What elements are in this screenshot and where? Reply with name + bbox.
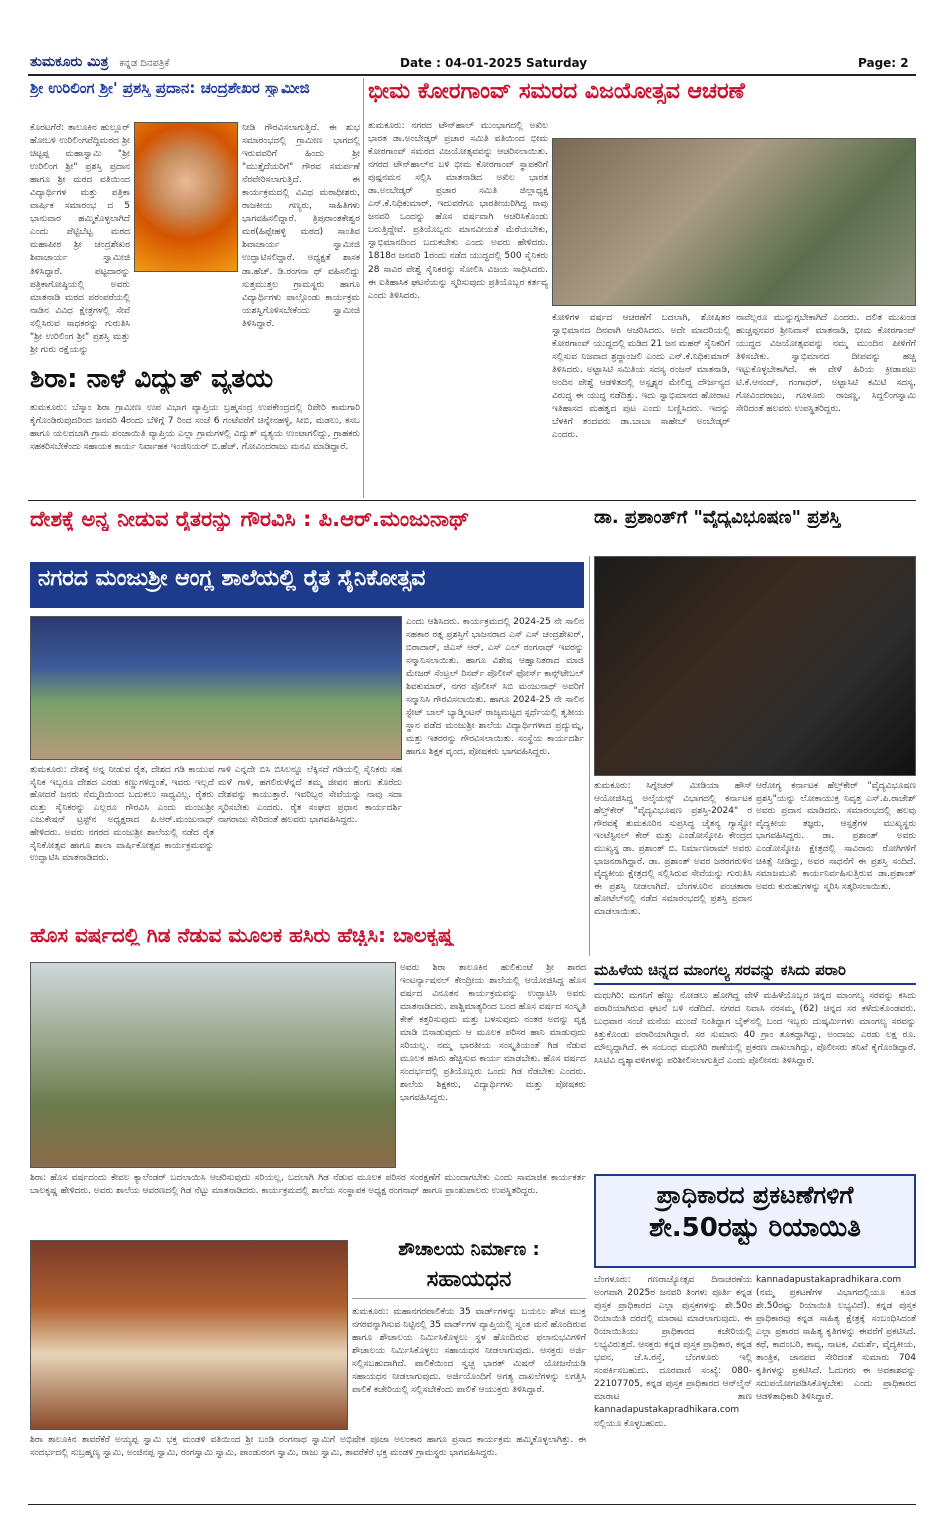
story4-banner: ನಗರದ ಮಂಜುಶ್ರೀ ಆಂಗ್ಲ ಶಾಲೆಯಲ್ಲಿ ರೈತ ಸೈನಿಕೋತ್ಸವ [30,562,584,608]
story2-headline: ಶಿರಾ: ನಾಳೆ ವಿದ್ಯುತ್ ವ್ಯತಯ [30,365,274,394]
story3-group-photo [552,138,916,306]
masthead-tagline: ಕನ್ನಡ ದಿನಪತ್ರಿಕೆ [119,58,170,69]
story9-body: ತುಮಕೂರು: ಮಹಾನಗರಪಾಲಿಕೆಯ 35 ವಾರ್ಡ್‌ಗಳನ್ನು ಬಯಲು ಶೌಚ ಮುಕ್ತ ನಗರವನ್ನಾಗಿಸುವ ನಿಟ್ಟಿನಲ್ಲಿ 35 ವಾರ್ಡ್‌ಗಳ ವ್ಯಾಪ್ತಿಯಲ್ಲಿ ಸ್ವಂತ ಮನೆ ಹೊಂದಿರುವ ಹಾಗೂ ಶೌಚಾಲಯ ನಿರ್ಮಿಸಿಕೊಳ್ಳಲು ಸ್ಥಳ ಹೊಂದಿರುವ ಫಲಾನುಭವಿಗಳಿಗೆ ಶೌಚಾಲಯ ನಿರ್ಮಿಸಿಕೊಳ್ಳಲು ಸಹಾಯಧನ ನೀಡಲಾಗುವುದು. ಆಸಕ್ತರು ಅರ್ಜಿ ಸಲ್ಲಿಸಬಹುದಾಗಿದೆ. ಪಾಲಿಕೆಯಿಂದ ಸ್ವಚ್ಛ ಭಾರತ್ ಮಿಷನ್ ಯೋಜನೆಯಡಿ ಸಹಾಯಧನ ನೀಡಲಾಗುವುದು. ಅರ್ಜಿಯೊಂದಿಗೆ ಅಗತ್ಯ ದಾಖಲೆಗಳನ್ನು ಲಗತ್ತಿಸಿ ಪಾಲಿಕೆ ಕಚೇರಿಯಲ್ಲಿ ಸಲ್ಲಿಸಬೇಕೆಂದು ಪಾಲಿಕೆ ಆಯುಕ್ತರು ತಿಳಿಸಿದ್ದಾರೆ. [352,1307,586,1396]
story4-stage-photo [30,616,402,760]
story9-headline-2: ಸಹಾಯಧನ [352,1268,586,1299]
ad-line2: ಶೇ.50ರಷ್ಟು ರಿಯಾಯಿತಿ [649,1212,861,1243]
story8-caption: ಶಿರಾ ತಾಲೂಕಿನ ತಾವರೆಕೆರೆ ಅಯ್ಯಪ್ಪ ಸ್ವಾಮಿ ಭಕ್ತ ಮಂಡಳಿ ವತಿಯಿಂದ ಶ್ರೀ ಬಂಡಿ ರಂಗನಾಥ ಸ್ವಾಮಿಗೆ ಅಭಿಷೇಕ ಪೂಜಾ ಅಲಂಕಾರ ಹಾಗೂ ಪ್ರಸಾದ ಕಾರ್ಯಕ್ರಮ ಹಮ್ಮಿಕೊಳ್ಳಲಾಗಿತ್ತು. ಈ ಸಂದರ್ಭದಲ್ಲಿ ಸುಬ್ರಹ್ಮಣ್ಯ ಸ್ವಾಮಿ, ಅಂಜಿನಪ್ಪ ಸ್ವಾಮಿ, ರಂಗಸ್ವಾಮಿ ಸ್ವಾಮಿ, ಪಾಂಡುರಂಗ ಸ್ವಾಮಿ, ರಾಜು ಸ್ವಾಮಿ, ತಾವರೆಕೆರೆ ಭಕ್ತ ಮಂಡಳಿ ಗ್ರಾಮಸ್ಥರು ಭಾಗವಹಿಸಿದ್ದರು. [30,1435,586,1458]
story4-right-col: ಎಂದು ಆಶಿಸಿದರು. ಕಾರ್ಯಕ್ರಮದಲ್ಲಿ 2024-25 ನೇ ಸಾಲಿನ ಸಹಕಾರ ರತ್ನ ಪ್ರಶಸ್ತಿಗೆ ಭಾಜನರಾದ ಎಸ್ ಎಸ್ ಚಂದ್ರಶೇಖರ್, ಬಿರಾದಾರ್, ಜಿಎಸ್ ಆರ್, ಎಸ್ ಎಲ್ ರಂಗನಾಥ್ ಇವರನ್ನು ಸನ್ಮಾನಿಸಲಾಯಿತು. ಹಾಗೂ ವಿಶೇಷ ಆಹ್ವಾನಿತರಾದ ಮಾಜಿ ಮೇಜರ್ ಸೆಂಟ್ರಲ್ ರಿಸರ್ವ್ ಪೊಲೀಸ್ ಫೋರ್ಸ್ ಕಾನ್ಸ್‌ಟೇಬಲ್ ಶಿವಕುಮಾರ್, ನಗರ ಪೊಲೀಸ್ ಸಿಬಿ ಮಂಜುನಾಥ್ ಅವರಿಗೆ ಸನ್ಮಾನಿಸಿ ಗೌರವಿಸಲಾಯಿತು. ಹಾಗೂ 2024-25 ನೇ ಸಾಲಿನ ಸ್ಟೇಟ್ ಬಾಲ್ ಬ್ಯಾಡ್ಮಿಂಟನ್ ರಾಜ್ಯಮಟ್ಟದ ಸ್ಪರ್ಧೆಯಲ್ಲಿ ತೃತೀಯ ಸ್ಥಾನ ಪಡೆದ ಮಂಜುಶ್ರೀ ಶಾಲೆಯ ವಿದ್ಯಾರ್ಥಿಗಳಾದ ಪ್ರದ್ಯುಮ್ನ, ಮತ್ತು ಇತರರನ್ನು ಗೌರವಿಸಲಾಯಿತು. ಸಂಸ್ಥೆಯ ಕಾರ್ಯದರ್ಶಿ ಹಾಗೂ ಶಿಕ್ಷಕ ವೃಂದ, ಪೋಷಕರು ಭಾಗವಹಿಸಿದ್ದರು. [406,617,584,758]
ad-col2: kannadapustakapradhikara.com (ನಮ್ಮ ಪ್ರಕಟಣೆಗಳ ವಿಭಾಗದಲ್ಲಿಯೂ ಕೂಡ ಶೇ.50ರಷ್ಟು ರಿಯಾಯಿತಿ ಲಭ್ಯವಿದೆ). ಕನ್ನಡ ಪುಸ್ತಕ ಪ್ರಾಧಿಕಾರವು ಕನ್ನಡ ಸಾಹಿತ್ಯ ಕ್ಷೇತ್ರಕ್ಕೆ ಸಂಬಂಧಿಸಿದಂತೆ ಎಲ್ಲಾ ಪ್ರಕಾರದ ಸಾಹಿತ್ಯ ಕೃತಿಗಳನ್ನು ಈವರೆಗೆ ಪ್ರಕಟಿಸಿದೆ. ಕಥೆ, ಕಾದಂಬರಿ, ಕಾವ್ಯ, ನಾಟಕ, ವಿಮರ್ಶೆ, ವೈದ್ಯಕೀಯ, ತಾಂತ್ರಿಕ, ಜಾನಪದ ಸೇರಿದಂತೆ ಸುಮಾರು 704 ಕೃತಿಗಳನ್ನು ಪ್ರಕಟಿಸಿದೆ. ಓದುಗರು ಈ ಅವಕಾಶವನ್ನು ಸದುಪಯೋಗಪಡಿಸಿಕೊಳ್ಳಬೇಕು ಎಂದು ಪ್ರಾಧಿಕಾರದ ಆಡಳಿತಾಧಿಕಾರಿ ತಿಳಿಸಿದ್ದಾರೆ. [756,1275,916,1403]
story5-caption: ತುಮಕೂರು: ಸಿಗ್ನೇಚರ್ ಮೀಡಿಯಾ ಹೌಸ್ ಆಯೋಜಿಸಿದ್ದ ಅಲೈಯನ್ಸ್ ವಿಭಾಗದಲ್ಲಿ ಕರ್ನಾಟಕ ಹೆಲ್ತ್‌ಕೇರ್ "ವೈದ್ಯವಿಭೂಷಣ ಪ್ರಶಸ್ತಿ-2024" ರ ಗೌರವಕ್ಕೆ ತುಮಕೂರಿನ ಸುಪ್ರಸಿದ್ಧ ಚೈತನ್ಯ ಗ್ಯಾಸ್ಟ್ರೋ ಇಂಟೆಸ್ಟಿನಲ್ ಕೇರ್ ಮತ್ತು ಎಂಡೋಸ್ಕೋಪಿ ಕೇಂದ್ರದ ಮುಖ್ಯಸ್ಥ ಡಾ. ಪ್ರಶಾಂತ್ ಬಿ. ನಿರ್ಮಾಣರಾಮ್ ಅವರು ಭಾಜನರಾಗಿದ್ದಾರೆ. ಡಾ. ಪ್ರಶಾಂತ್ ಅವರ ಜಠರಗರುಳಿನ ವೈದ್ಯಕೀಯ ಕ್ಷೇತ್ರದಲ್ಲಿ ಸಲ್ಲಿಸಿರುವ ಸೇವೆಯನ್ನು ಗುರುತಿಸಿ ಈ ಪ್ರಶಸ್ತಿ ನೀಡಲಾಗಿದೆ. ಬೆಂಗಳೂರಿನ ಪಂಚತಾರಾ ಹೋಟೆಲ್‌ನಲ್ಲಿ ನಡೆದ ಸಮಾರಂಭದಲ್ಲಿ ಪ್ರಶಸ್ತಿ ಪ್ರದಾನ ಮಾಡಲಾಯಿತು. [594,781,752,917]
story9-headline-1: ಶೌಚಾಲಯ ನಿರ್ಮಾಣ : [398,1240,540,1260]
story5-award-photo [594,556,916,776]
story6-caption: ಶಿರಾ: ಹೊಸ ವರ್ಷದಂದು ಕೇವಲ ಕ್ಯಾಲೆಂಡರ್ ಬದಲಾಯಿಸಿ ಆಚರಿಸುವುದು ಸರಿಯಲ್ಲ, ಬದಲಾಗಿ ಗಿಡ ನೆಡುವ ಮೂಲಕ ಪರಿಸರ ಸಂರಕ್ಷಣೆಗೆ ಮುಂದಾಗಬೇಕು ಎಂದು ಸಾಮಾಜಿಕ ಕಾರ್ಯಕರ್ತ ಬಾಲಕೃಷ್ಣ ಹೇಳಿದರು. ಅವರು ಶಾಲೆಯ ಆವರಣದಲ್ಲಿ ಗಿಡ ನೆಟ್ಟು ಮಾತನಾಡಿದರು. ಕಾರ್ಯಕ್ರಮದಲ್ಲಿ ಶಾಲೆಯ ಸಂಸ್ಥಾಪಕ ಅಧ್ಯಕ್ಷ ರಂಗನಾಥ್ ಹಾಗೂ ಪ್ರಾಂಶುಪಾಲರು ಉಪಸ್ಥಿತರಿದ್ದರು. [30,1173,586,1196]
issue-date: Date : 04-01-2025 Saturday [400,56,588,70]
column-divider [363,78,364,498]
story1-headline: ಶ್ರೀ ಉರಿಲಿಂಗ ಶ್ರೀ' ಪ್ರಶಸ್ತಿ ಪ್ರದಾನ: ಚಂದ್ರಶೇಖರ ಸ್ವಾಮೀಜಿ [30,80,310,97]
story7-headline: ಮಹಿಳೆಯ ಚಿನ್ನದ ಮಾಂಗಲ್ಯ ಸರವನ್ನು ಕಸಿದು ಪರಾರಿ [594,962,916,985]
footer-rule [28,1504,916,1505]
story3-col1: ತುಮಕೂರು: ನಗರದ ಟೌನ್‌ಹಾಲ್ ಮುಂಭಾಗದಲ್ಲಿ ಅಖಿಲ ಭಾರತ ಡಾ.ಅಂಬೇಡ್ಕರ್ ಪ್ರಚಾರ ಸಮಿತಿ ವತಿಯಿಂದ ಭೀಮ ಕೋರಗಾಂವ್ ಸಮರದ ವಿಜಯೋತ್ಸವವನ್ನು ಆಚರಿಸಲಾಯಿತು. ನಗರದ ಟೌನ್‌ಹಾಲ್‌ನ ಬಳಿ ಭೀಮ ಕೋರಗಾಂವ್ ಸ್ಥಾಪಕರಿಗೆ ಪುಷ್ಪನಮನ ಸಲ್ಲಿಸಿ ಮಾತನಾಡಿದ ಅಖಿಲ ಭಾರತ ಡಾ.ಅಂಬೇಡ್ಕರ್ ಪ್ರಚಾರ ಸಮಿತಿ ಜಿಲ್ಲಾಧ್ಯಕ್ಷ ಎನ್.ಕೆ.ನಿಧಿಕುಮಾರ್, ಇದುವರೆಗೂ ಭಾರತೀಯರಿಗಿದ್ದ ನಾವು ಜನವರಿ ಒಂದನ್ನು ಹೊಸ ವರ್ಷವಾಗಿ ಆಚರಿಸಿಕೊಂಡು ಬರುತ್ತಿದ್ದೇವೆ. ಪ್ರತಿಯೊಬ್ಬರು ಮಾನವೀಯತೆ ಮೆರೆಯಬೇಕು, ಸ್ವಾಭಿಮಾನದಿಂದ ಬದುಕಬೇಕು ಎಂದು ಅವರು ಹೇಳಿದರು. 1818ರ ಜನವರಿ 1ರಂದು ನಡೆದ ಯುದ್ಧದಲ್ಲಿ 500 ಸೈನಿಕರು 28 ಸಾವಿರ ಪೇಶ್ವೆ ಸೈನಿಕರನ್ನು ಸೋಲಿಸಿ ವಿಜಯ ಸಾಧಿಸಿದರು. ಈ ಐತಿಹಾಸಿಕ ಘಟನೆಯನ್ನು ಸ್ಮರಿಸುವುದು ಪ್ರತಿಯೊಬ್ಬರ ಕರ್ತವ್ಯ ಎಂದು ತಿಳಿಸಿದರು. [368,121,548,301]
story4-caption-left: ತುಮಕೂರು: ದೇಶಕ್ಕೆ ಅನ್ನ ನೀಡುವ ರೈತ, ದೇಶದ ಗಡಿ ಕಾಯುವ ಸೈನಿಕ ಇಬ್ಬರೂ ದೇಶದ ಎರಡು ಕಣ್ಣುಗಳಿದ್ದಂತೆ, ಇವರು ಇಲ್ಲದೆ ಹೋದರೆ ಜನರು ನೆಮ್ಮದಿಯಿಂದ ಬದುಕಲು ಸಾಧ್ಯವಿಲ್ಲ. ರೈತರು ಮತ್ತು ಸೈನಿಕರನ್ನು ಎಲ್ಲರೂ ಗೌರವಿಸಿ ಎಂದು ಮಂಜುಶ್ರೀ ಎಜುಕೇಷನ್ ಟ್ರಸ್ಟ್‌ನ ಅಧ್ಯಕ್ಷರಾದ ಪಿ.ಆರ್.ಮಂಜುನಾಥ್ ಹೇಳಿದರು. ಅವರು ನಗರದ ಮಂಜುಶ್ರೀ ಶಾಲೆಯಲ್ಲಿ ನಡೆದ ರೈತ ಸೈನಿಕೋತ್ಸವ ಹಾಗೂ ಶಾಲಾ ವಾರ್ಷಿಕೋತ್ಸವ ಕಾರ್ಯಕ್ರಮವನ್ನು ಉದ್ಘಾಟಿಸಿ ಮಾತನಾಡಿದರು. [30,765,214,864]
story1-portrait-photo [134,122,238,272]
story3-col3: ನಾವೆಲ್ಲರೂ ಮುನ್ನುಗ್ಗಬೇಕಾಗಿದೆ ಎಂದರು. ದಲಿತ ಮುಖಂಡ ಹುಚ್ಚಪ್ಪನವರ ಶ್ರೀನಿವಾಸ್ ಮಾತನಾಡಿ, ಭೀಮ ಕೋರಗಾಂವ್ ಯುದ್ಧದ ವಿಜಯೋತ್ಸವವನ್ನು ನಮ್ಮ ಮುಂದಿನ ಪೀಳಿಗೆಗೆ ತಿಳಿಸಬೇಕು. ಸ್ವಾಭಿಮಾನದ ದೀಪವನ್ನು ಹಚ್ಚಿ ಇಟ್ಟುಕೊಳ್ಳಬೇಕಾಗಿದೆ. ಈ ವೇಳೆ ಹಿರಿಯ ಕ್ರೀಡಾಪಟು ಟಿ.ಕೆ.ಆನಂದ್, ಗಂಗಾಧರ್, ಅಟ್ಟಾಸಿಟಿ ಕಮಿಟಿ ಸದಸ್ಯ, ಗೋವಿಂದರಾಜು, ಗೂಳೂರು ರಾಜಣ್ಣ, ಸಿದ್ದಲಿಂಗಸ್ವಾಮಿ ಸೇರಿದಂತೆ ಹಲವರು ಉಪಸ್ಥಿತರಿದ್ದರು. [736,313,916,415]
masthead [30,54,169,70]
ad-box [594,1174,916,1268]
story1-col2: ನೀಡಿ ಗೌರವಿಸಲಾಗುತ್ತಿದೆ. ಈ ಶುಭ ಸಮಾರಂಭದಲ್ಲಿ ಗ್ರಾಮೀಣ ಭಾಗದಲ್ಲಿ ಇರುವವರಿಗೆ ಹಿಂದು ಶ್ರೀ "ಮುತ್ತೈದೆಯರಿಗೆ" ಗೌರವ ಸಮರ್ಪಣೆ ನೆರವೇರಿಸಲಾಗುತ್ತಿದೆ. ಈ ಕಾರ್ಯಕ್ರಮದಲ್ಲಿ ವಿವಿಧ ಮಠಾಧೀಶರು, ರಾಜಕೀಯ ಗಣ್ಯರು, ಸಾಹಿತಿಗಳು ಭಾಗವಹಿಸಲಿದ್ದಾರೆ. ತ್ರಿಪುರಾಂತಕೇಶ್ವರ ಮಠ(ಹಿಪ್ಪೇಹಳ್ಳಿ ಮಠದ) ಸಾಂತಿವ ಶಿವಾಚಾರ್ಯ ಸ್ವಾಮೀಜಿ ಉದ್ಘಾಟಿಸಲಿದ್ದಾರೆ. ಅಧ್ಯಕ್ಷತೆ ಶಾಸಕ ಡಾ.ಹೆಚ್. ಡಿ.ರಂಗನಾ ಥ್ ವಹಿಸಲಿದ್ದು ಸುತ್ತಮುತ್ತಲ ಗ್ರಾಮಸ್ಥರು ಹಾಗೂ ವಿದ್ಯಾರ್ಥಿಗಳು ಪಾಲ್ಗೊಂಡು ಕಾರ್ಯಕ್ರಮ ಯಶಸ್ವಿಗೊಳಿಸಬೇಕೆಂದು ಸ್ವಾಮೀಜಿ ತಿಳಿಸಿದ್ದಾರೆ. [242,123,360,329]
story1-col1: ಕೊರಟಗೆರೆ: ತಾಲೂಕಿನ ಹುಲ್ಲೂರ್ ಹೋಬಳಿ ಉರಿಲಿಂಗಪೆದ್ದಿಮಠದ ಶ್ರೀ ಚಿಟ್ಟಪ್ಪ ಮಹಾಸ್ವಾಮಿ "ಶ್ರೀ ಉರಿಲಿಂಗ ಶ್ರೀ" ಪ್ರಶಸ್ತಿ ಪ್ರದಾನ ಹಾಗೂ ಶ್ರೀ ಮಠದ ವತಿಯಿಂದ ವಿದ್ಯಾರ್ಥಿಗಳ ಮತ್ತು ಪತ್ರಿಕಾ ವಾರ್ಷಿಕ ಸಮಾರಂಭ ದ 5 ಭಾನುವಾರ ಹಮ್ಮಿಕೊಳ್ಳಲಾಗಿದೆ ಎಂದು ಪೆಟ್ಟಿಬೆಟ್ಟ ಮಠದ ಮಹಾಪೀಠ ಶ್ರೀ ಚಂದ್ರಶೇಖರ ಶಿವಾಚಾರ್ಯ ಸ್ವಾಮೀಜಿ ತಿಳಿಸಿದ್ದಾರೆ. ಪಟ್ಟದಾರನ್ನು ಪತ್ರಿಕಾಗೋಷ್ಠಿಯಲ್ಲಿ ಅವರು ಮಾತನಾಡಿ ಮಠದ ಪರಂಪರೆಯಲ್ಲಿ ನಾಡಿನ ವಿವಿಧ ಕ್ಷೇತ್ರಗಳಲ್ಲಿ ಸೇವೆ ಸಲ್ಲಿಸಿರುವ ಸಾಧಕರನ್ನು ಗುರುತಿಸಿ "ಶ್ರೀ ಉರಿಲಿಂಗ ಶ್ರೀ" ಪ್ರಶಸ್ತಿ ಮತ್ತು ಶ್ರೀ ಗುರು ರಕ್ಷೆಯನ್ನು [30,123,130,355]
header-rule [28,74,916,76]
column-divider-2 [589,556,590,956]
story6-right-col: ಅವರು ಶಿರಾ ತಾಲೂಕಿನ ಹುಲಿಕುಂಟೆ ಶ್ರೀ ಶಾರದ ಇಂಟರ್ನ್ಯಾಷನಲ್ ಕೇಂದ್ರೀಯ ಶಾಲೆಯಲ್ಲಿ ಆಯೋಜಿಸಿದ್ದ ಹೊಸ ವರ್ಷದ ವಿನೂತನ ಕಾರ್ಯಕ್ರಮವನ್ನು ಉದ್ಘಾಟಿಸಿ ಅವರು ಮಾತನಾಡಿದರು. ಪಾಶ್ಚಿಮಾತ್ಯರಿಂದ ಬಂದ ಹೊಸ ವರ್ಷದ ಸಂಸ್ಕೃತಿ ಕೇಕ್ ಕತ್ತರಿಸುವುದು ಮತ್ತು ಬಳಸುವುದು ನಂತರ ಅದನ್ನು ವೃಕ್ಷ ಮಾಡಿ ಬಿಸಾಡುವುದು ಆ ಮೂಲಕ ಪರಿಸರ ಹಾನಿ ಮಾಡುವುದು ಸರಿಯಲ್ಲ. ನಮ್ಮ ಭಾರತೀಯ ಸಂಸ್ಕೃತಿಯಂತೆ ಗಿಡ ನೆಡುವ ಮೂಲಕ ಹಸಿರು ಹೆಚ್ಚಿಸುವ ಕಾರ್ಯ ಮಾಡಬೇಕು. ಹೊಸ ವರ್ಷದ ಸಂದರ್ಭದಲ್ಲಿ ಪ್ರತಿಯೊಬ್ಬರು ಒಂದು ಗಿಡ ನೆಡಬೇಕು ಎಂದರು. ಶಾಲೆಯ ಶಿಕ್ಷಕರು, ವಿದ್ಯಾರ್ಥಿಗಳು ಮತ್ತು ಪೋಷಕರು ಭಾಗವಹಿಸಿದ್ದರು. [400,963,586,1104]
story4-caption-mid: ಗಾಳಿ ಎನ್ನದೇ ಬಿಸಿ ಬಿಸಿಲನ್ನೂ ಲೆಕ್ಕಿಸದೆ ಗಡಿಯಲ್ಲಿ ಸೈನಿಕರು ಸಹ ಮಳೆ ಗಾಳಿ, ಹಗಲಿರುಳೆನ್ನದೆ ತಮ್ಮ ಜೀವನ ಹಂಗು ತೊರೆದು ದೇಶವನ್ನು ಕಾಯುತ್ತಾರೆ. ಇವರಿಬ್ಬರ ಸೇವೆಯನ್ನು ನಾವು ಸದಾ ಸ್ಮರಿಸಬೇಕು ಎಂದರು. ರೈತ ಸಂಘದ ಪ್ರಧಾನ ಕಾರ್ಯದರ್ಶಿ ನಾಗರಾಜು ಸೇರಿದಂತೆ ಹಲವರು ಭಾಗವಹಿಸಿದ್ದರು. [218,765,402,826]
story6-planting-photo [30,962,396,1168]
ad-col1: ಬೆಂಗಳೂರು: ಗಣರಾಜ್ಯೋತ್ಸವ ದಿನಾಚರಣೆಯ ಅಂಗವಾಗಿ 2025ರ ಜನವರಿ ತಿಂಗಳು ಪೂರ್ತಿ ಕನ್ನಡ ಪುಸ್ತಕ ಪ್ರಾಧಿಕಾರದ ಎಲ್ಲಾ ಪುಸ್ತಕಗಳನ್ನು ಶೇ.50ರ ರಿಯಾಯಿತಿ ದರದಲ್ಲಿ ಮಾರಾಟ ಮಾಡಲಾಗುವುದು. ಈ ರಿಯಾಯಿತಿಯು ಪ್ರಾಧಿಕಾರದ ಕಚೇರಿಯಲ್ಲಿ ಲಭ್ಯವಿರುತ್ತದೆ. ಆಸಕ್ತರು ಕನ್ನಡ ಪುಸ್ತಕ ಪ್ರಾಧಿಕಾರ, ಕನ್ನಡ ಭವನ, ಜೆ.ಸಿ.ರಸ್ತೆ, ಬೆಂಗಳೂರು ಇಲ್ಲಿ ಸಂಪರ್ಕಿಸಬಹುದು. ದೂರವಾಣಿ ಸಂಖ್ಯೆ: 080-22107705, ಕನ್ನಡ ಪುಸ್ತಕ ಪ್ರಾಧಿಕಾರದ ಆನ್‌ಲೈನ್ ಮಾರಾಟ ತಾಣ kannadapustakapradhikara.com ನಲ್ಲಿಯೂ ಕೊಳ್ಳಬಹುದು. [594,1275,752,1429]
page-number: Page: 2 [858,56,909,70]
ad-line1: ಪ್ರಾಧಿಕಾರದ ಪ್ರಕಟಣೆಗಳಿಗೆ [656,1181,854,1209]
farmers-headline: ದೇಶಕ್ಕೆ ಅನ್ನ ನೀಡುವ ರೈತರನ್ನು ಗೌರವಿಸಿ : ಪಿ.ಆರ್.ಮಂಜುನಾಥ್ [30,508,470,531]
award-headline: ಡಾ. ಪ್ರಶಾಂತ್‌ಗೆ "ವೈದ್ಯವಿಭೂಷಣ" ಪ್ರಶಸ್ತಿ [594,508,841,528]
story3-headline: ಭೀಮ ಕೋರಗಾಂವ್ ಸಮರದ ವಿಜಯೋತ್ಸವ ಆಚರಣೆ [368,80,745,104]
story5-right-col: ಆರೋಗ್ಯ ಕರ್ನಾಟಕ ಹೆಲ್ತ್‌ಕೇರ್ "ವೈದ್ಯವಿಭೂಷಣ ಪ್ರಶಸ್ತಿ"ಯನ್ನು ಲೋಕಾಯುಕ್ತ ನಿವೃತ್ತ ಎಸ್.ಪಿ.ರಾಜೇಶ್ ಅವರು ಪ್ರದಾನ ಮಾಡಿದರು. ಸಮಾರಂಭದಲ್ಲಿ ಹಲವು ವೈದ್ಯಕೀಯ ತಜ್ಞರು, ಆಸ್ಪತ್ರೆಗಳ ಮುಖ್ಯಸ್ಥರು ಭಾಗವಹಿಸಿದ್ದರು. ಡಾ. ಪ್ರಶಾಂತ್ ಅವರು ಎಂಡೋಸ್ಕೋಪಿ ಕ್ಷೇತ್ರದಲ್ಲಿ ಸಾವಿರಾರು ರೋಗಿಗಳಿಗೆ ಚಿಕಿತ್ಸೆ ನೀಡಿದ್ದು, ಅವರ ಸಾಧನೆಗೆ ಈ ಪ್ರಶಸ್ತಿ ಸಂದಿದೆ. ಸಮಾಜಮುಖಿ ಕಾರ್ಯನಿರ್ವಹಿಸುತ್ತಿರುವ ಡಾ.ಪ್ರಶಾಂತ್ ಅವರು ಕುರುಹುಗಳನ್ನು ಸ್ಮರಿಸಿ ಸತ್ಕರಿಸಲಾಯಿತು. [756,781,916,892]
story3-col2: ಕೋಳಿಗಳ ವರ್ಷದ ಆಚರಣೆಗೆ ಬದಲಾಗಿ, ಶೋಷಿತರ ಸ್ವಾಭಿಮಾನದ ದಿನವಾಗಿ ಆಚರಿಸಿದರು. ಅದೇ ಮಾದರಿಯಲ್ಲಿ ಕೋರಗಾಂವ್ ಯುದ್ಧದಲ್ಲಿ ಮಡಿದ 21 ಜನ ಮಹರ್ ಸೈನಿಕರಿಗೆ ಸಲ್ಲಿಸುವ ನಿಜವಾದ ಶ್ರದ್ಧಾಂಜಲಿ ಎಂದು ಎನ್.ಕೆ.ನಿಧಿಕುಮಾರ್ ತಿಳಿಸಿದರು. ಅಟ್ಟಾಸಿಟಿ ಸಮಿತಿಯ ಸದಸ್ಯ ರಂಜನ್ ಮಾತನಾಡಿ, ಅಂದಿನ ಪೇಶ್ವೆ ಆಡಳಿತದಲ್ಲಿ ಅಸ್ಪೃಶ್ಯರ ಮೇಲಿದ್ದ ದೌರ್ಜನ್ಯದ ವಿರುದ್ಧ ಈ ಯುದ್ಧ ನಡೆದಿತ್ತು. ಇದು ಸ್ವಾಭಿಮಾನದ ಹೋರಾಟ ಇತಿಹಾಸದ ಮಹತ್ವದ ಪುಟ ಎಂದು ಬಣ್ಣಿಸಿದರು. ಇದನ್ನು ಬೆಳಕಿಗೆ ತಂದವರು ಡಾ.ಬಾಬಾ ಸಾಹೇಬ್ ಅಂಬೇಡ್ಕರ್ ಎಂದರು. [552,313,730,441]
story6-headline: ಹೊಸ ವರ್ಷದಲ್ಲಿ ಗಿಡ ನೆಡುವ ಮೂಲಕ ಹಸಿರು ಹೆಚ್ಚಿಸಿ: ಬಾಲಕೃಷ್ಣ [30,924,455,946]
section-rule [28,500,916,501]
masthead-title: ತುಮಕೂರು ಮಿತ್ರ [30,54,109,70]
story7-body: ಮಧುಗಿರಿ: ಮಗನಿಗೆ ಹೆಣ್ಣು ನೋಡಲು ಹೋಗಿದ್ದ ವೇಳೆ ಮಹಿಳೆಯೊಬ್ಬರ ಚಿನ್ನದ ಮಾಂಗಲ್ಯ ಸರವನ್ನು ಕಸಿದು ಪರಾರಿಯಾಗಿರುವ ಘಟನೆ ಬಳಿ ನಡೆದಿದೆ. ನಗರದ ನಿವಾಸಿ ನರಸಮ್ಮ (62) ಚಿನ್ನದ ಸರ ಕಳೆದುಕೊಂಡವರು. ಬುಧವಾರ ಸಂಜೆ ಮನೆಯ ಮುಂದೆ ನಿಂತಿದ್ದಾಗ ಬೈಕ್‌ನಲ್ಲಿ ಬಂದ ಇಬ್ಬರು ದುಷ್ಕರ್ಮಿಗಳು ಮಾಂಗಲ್ಯ ಸರವನ್ನು ಕಿತ್ತುಕೊಂಡು ಪರಾರಿಯಾಗಿದ್ದಾರೆ. ಸರ ಸುಮಾರು 40 ಗ್ರಾಂ ತೂಕದ್ದಾಗಿದ್ದು, ಅಂದಾಜು ಎರಡು ಲಕ್ಷ ರೂ. ಮೌಲ್ಯದ್ದಾಗಿದೆ. ಈ ಸಂಬಂಧ ಮಧುಗಿರಿ ಠಾಣೆಯಲ್ಲಿ ಪ್ರಕರಣ ದಾಖಲಾಗಿದ್ದು, ಪೊಲೀಸರು ತನಿಖೆ ಕೈಗೊಂಡಿದ್ದಾರೆ. ಸಿಸಿಟಿವಿ ದೃಶ್ಯಾವಳಿಗಳನ್ನು ಪರಿಶೀಲಿಸಲಾಗುತ್ತಿದೆ ಎಂದು ಪೊಲೀಸರು ತಿಳಿಸಿದ್ದಾರೆ. [594,991,916,1067]
story8-temple-photo [30,1240,348,1430]
story2-body: ತುಮಕೂರು: ಬೆಸ್ಕಾಂ ಶಿರಾ ಗ್ರಾಮೀಣ ಉಪ ವಿಭಾಗ ವ್ಯಾಪ್ತಿಯ ಬ್ರಹ್ಮಸಂದ್ರ ಉಪಕೇಂದ್ರದಲ್ಲಿ ರಿಪೇರಿ ಕಾಮಗಾರಿ ಕೈಗೊಂಡಿರುವುದರಿಂದ ಜನವರಿ 4ರಂದು ಬೆಳಿಗ್ಗೆ 7 ರಿಂದ ಸಂಜೆ 6 ಗಂಟೆವರೆಗೆ ಚಿನ್ನೇನಹಳ್ಳಿ, ಸೀಬಿ, ಮಡಲು, ಕಸಬ ಹಾಗೂ ಯಲದಬಾಗಿ ಗ್ರಾಮ ಪಂಚಾಯಿತಿ ವ್ಯಾಪ್ತಿಯ ಎಲ್ಲಾ ಗ್ರಾಮಗಳಲ್ಲಿ ವಿದ್ಯುತ್ ವ್ಯತ್ಯಯ ಉಂಟಾಗಲಿದ್ದು, ಗ್ರಾಹಕರು ಸಹಕರಿಸಬೇಕೆಂದು ಸಹಾಯಕ ಕಾರ್ಯ ನಿರ್ವಾಹಕ ಇಂಜಿನಿಯರ್ ಬಿ.ಹೆಚ್. ಗೋವಿಂದರಾಜು ಮನವಿ ಮಾಡಿದ್ದಾರೆ. [30,403,360,453]
